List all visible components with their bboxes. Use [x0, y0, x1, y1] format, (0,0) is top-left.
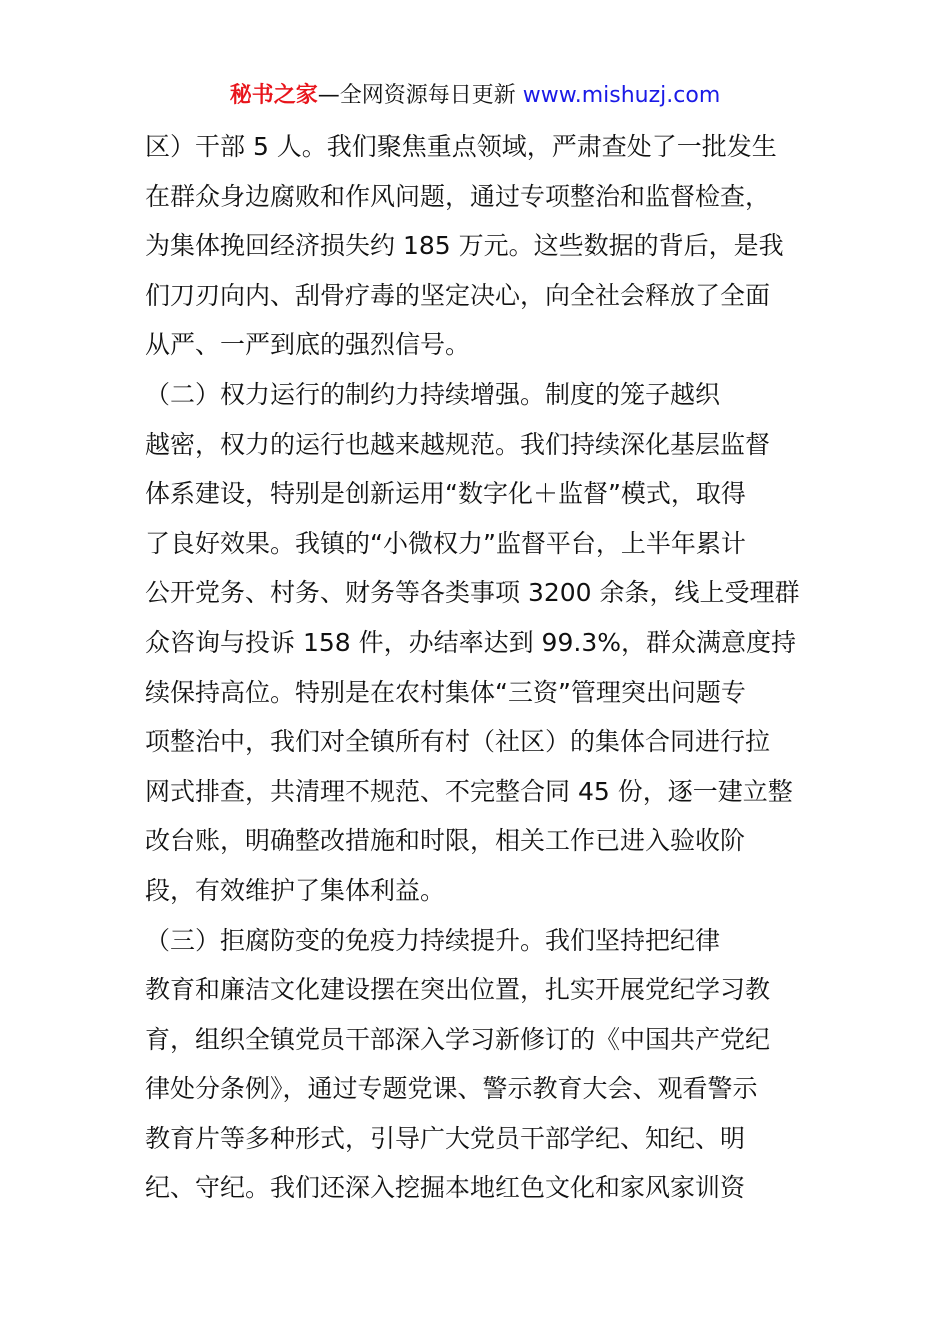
text-line: 改台账，明确整改措施和时限，相关工作已进入验收阶: [145, 826, 746, 856]
site-header: [0, 80, 950, 112]
text-line: （二）权力运行的制约力持续增强。制度的笼子越织: [145, 379, 721, 409]
text-line: 了良好效果。我镇的“小微权力”监督平台，上半年累计: [145, 528, 746, 558]
text-line: 众咨询与投诉 158 件，办结率达到 99.3%，群众满意度持: [145, 627, 796, 657]
text-line: （三）拒腐防变的免疫力持续提升。我们坚持把纪律: [145, 925, 721, 955]
text-line: 在群众身边腐败和作风问题，通过专项整治和监督检查，: [145, 181, 771, 211]
site-tagline: —全网资源每日更新: [317, 83, 516, 108]
text-line: 为集体挽回经济损失约 185 万元。这些数据的背后，是我: [145, 231, 784, 261]
text-line: 网式排查，共清理不规范、不完整合同 45 份，逐一建立整: [145, 776, 793, 806]
text-line: 越密，权力的运行也越来越规范。我们持续深化基层监督: [145, 429, 771, 459]
text-line: 区）干部 5 人。我们聚焦重点领域，严肃查处了一批发生: [145, 132, 777, 161]
text-line: 体系建设，特别是创新运用“数字化＋监督”模式，取得: [145, 479, 746, 509]
text-line: 们刀刃向内、刮骨疗毒的坚定决心，向全社会释放了全面: [145, 280, 771, 310]
text-line: 教育片等多种形式，引导广大党员干部学纪、知纪、明: [145, 1123, 746, 1153]
text-line: 育，组织全镇党员干部深入学习新修订的《中国共产党纪: [145, 1024, 771, 1054]
site-brand: 秘书之家: [229, 83, 318, 108]
text-line: 公开党务、村务、财务等各类事项 3200 余条，线上受理群: [145, 578, 800, 608]
text-line: 教育和廉洁文化建设摆在突出位置，扎实开展党纪学习教: [145, 975, 771, 1005]
site-url-link[interactable]: www.mishuzj.com: [522, 83, 721, 108]
text-line: 律处分条例》，通过专题党课、警示教育大会、观看警示: [145, 1074, 758, 1104]
document-body: [145, 122, 810, 1213]
text-line: 段，有效维护了集体利益。: [145, 875, 446, 905]
text-line: 项整治中，我们对全镇所有村（社区）的集体合同进行拉: [145, 727, 771, 757]
text-line: 从严、一严到底的强烈信号。: [145, 330, 471, 360]
text-line: 续保持高位。特别是在农村集体“三资”管理突出问题专: [145, 677, 746, 707]
text-line: 纪、守纪。我们还深入挖掘本地红色文化和家风家训资: [145, 1173, 746, 1203]
